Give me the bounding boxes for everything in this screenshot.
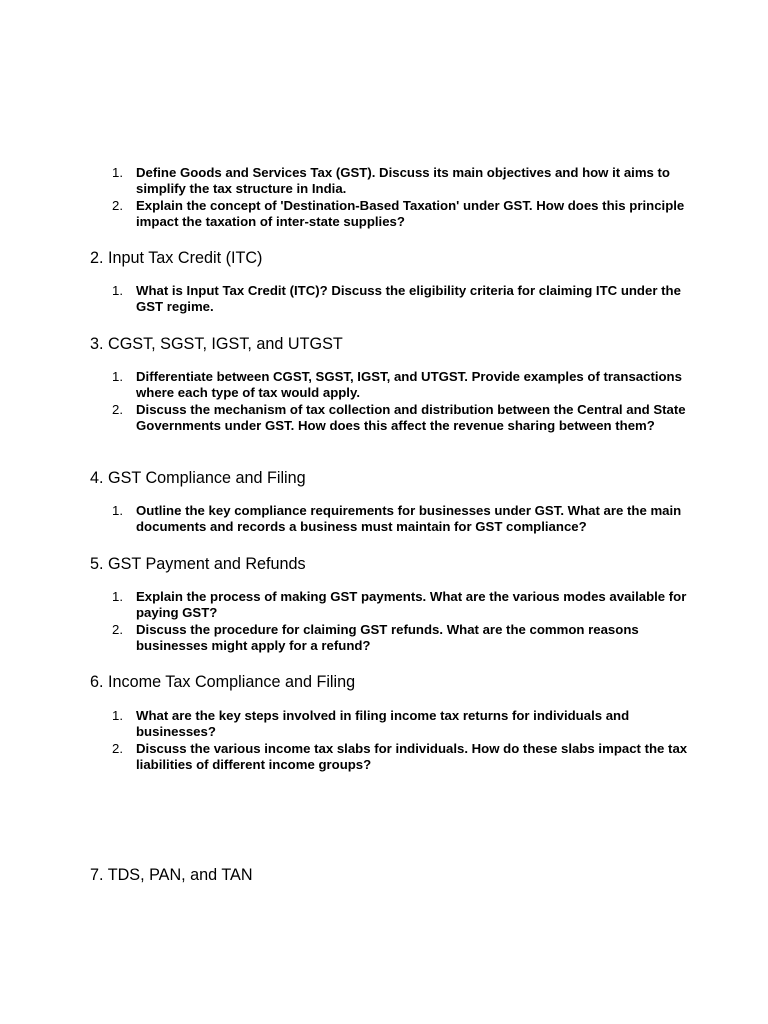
- itc-question-list: [108, 283, 708, 316]
- question-item: [108, 708, 708, 741]
- question-item: [108, 283, 708, 316]
- question-number: 2.: [112, 621, 123, 637]
- section-heading-income-tax: 6. Income Tax Compliance and Filing: [90, 673, 356, 691]
- question-item: [108, 165, 708, 198]
- question-number: 2.: [112, 740, 123, 756]
- question-number: 1.: [112, 589, 123, 604]
- question-item: [108, 589, 708, 622]
- question-number: 1.: [112, 283, 123, 298]
- question-number: 1.: [112, 165, 123, 180]
- question-text: Outline the key compliance requirements for businesses under GST. What are the main documents and records a business must maintain for GST compliance?: [136, 503, 682, 535]
- question-number: 1.: [112, 369, 123, 384]
- question-number: 1.: [112, 503, 123, 518]
- question-item: [108, 198, 708, 231]
- section-heading-payment: 5. GST Payment and Refunds: [90, 555, 306, 573]
- question-number: 2.: [112, 401, 123, 417]
- question-item: [108, 622, 708, 655]
- question-text: What is Input Tax Credit (ITC)? Discuss the eligibility criteria for claiming ITC under the GST regime.: [136, 283, 681, 315]
- income-tax-question-list: [108, 708, 708, 774]
- section-heading-gst-types: 3. CGST, SGST, IGST, and UTGST: [90, 335, 343, 353]
- compliance-question-list: [108, 503, 708, 536]
- question-text: Discuss the mechanism of tax collection and distribution between the Central and State Governments under GST. How does this affect the revenue sharing between them?: [136, 401, 686, 434]
- section-heading-itc: 2. Input Tax Credit (ITC): [90, 249, 263, 267]
- question-text: Explain the process of making GST payments. What are the various modes available for paying GST?: [136, 589, 687, 621]
- question-item: [108, 402, 708, 435]
- question-item: [108, 741, 708, 774]
- question-number: 1.: [112, 708, 123, 723]
- section-heading-compliance: 4. GST Compliance and Filing: [90, 469, 306, 487]
- intro-question-list: [108, 165, 708, 231]
- question-text: Explain the concept of 'Destination-Based Taxation' under GST. How does this principle impact the taxation of inter-state supplies?: [136, 197, 685, 230]
- question-number: 2.: [112, 197, 123, 213]
- question-text: Define Goods and Services Tax (GST). Discuss its main objectives and how it aims to simplify the tax structure in India.: [136, 165, 670, 197]
- question-text: Differentiate between CGST, SGST, IGST, and UTGST. Provide examples of transactions where each type of tax would apply.: [136, 369, 682, 401]
- gst-types-question-list: [108, 369, 708, 435]
- question-text: Discuss the procedure for claiming GST refunds. What are the common reasons businesses might apply for a refund?: [136, 621, 639, 654]
- question-text: What are the key steps involved in filing income tax returns for individuals and businesses?: [136, 708, 630, 740]
- payment-question-list: [108, 589, 708, 655]
- section-heading-tds: 7. TDS, PAN, and TAN: [90, 866, 253, 884]
- question-item: [108, 369, 708, 402]
- question-text: Discuss the various income tax slabs for individuals. How do these slabs impact the tax liabilities of different income groups?: [136, 740, 688, 773]
- question-item: [108, 503, 708, 536]
